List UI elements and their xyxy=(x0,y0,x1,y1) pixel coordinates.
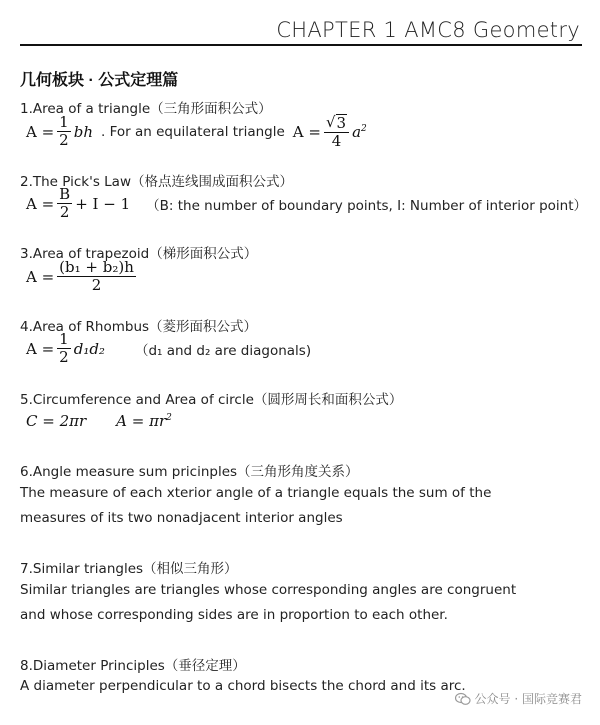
formula-note: . For an equilateral triangle xyxy=(100,123,285,140)
circle-area-formula xyxy=(116,412,172,430)
item-8-title: 8.Diameter Principles（垂径定理） xyxy=(20,658,246,674)
watermark xyxy=(455,690,582,707)
formula-note: （d₁ and d₂ are diagonals) xyxy=(134,342,312,359)
section-title: 几何板块 · 公式定理篇 xyxy=(20,72,179,89)
formula-tail: d₁d₂ xyxy=(73,339,105,358)
fraction-denominator: 2 xyxy=(59,348,69,367)
header-divider xyxy=(20,44,582,46)
item-6-title: 6.Angle measure sum pricinples（三角形角度关系） xyxy=(20,464,359,480)
fraction-denominator: 2 xyxy=(59,203,70,222)
formula-tail: + I − 1 xyxy=(75,194,131,213)
item-1-title: 1.Area of a triangle（三角形面积公式） xyxy=(20,101,272,117)
fraction-numerator: (b₁ + b₂)h xyxy=(59,258,134,276)
fraction-numerator: 1 xyxy=(59,113,69,132)
item-6-text: The measure of each xterior angle of a triangle equals the sum of the measures of its two nonadjacent interior angles xyxy=(20,485,492,526)
fraction-numerator: B xyxy=(59,185,71,203)
chapter-header: CHAPTER 1 AMC8 Geometry xyxy=(276,18,580,42)
item-5-formula xyxy=(26,412,172,430)
item-3-formula xyxy=(26,259,139,295)
watermark-text: 公众号 · 国际竞赛君 xyxy=(474,692,582,706)
item-5-title: 5.Circumference and Area of circle（圆形周长和面积公式） xyxy=(20,392,403,408)
fraction xyxy=(57,186,72,222)
item-2-formula xyxy=(26,186,587,222)
formula-note: （B: the number of boundary points, I: Number of interior point） xyxy=(146,197,587,214)
wechat-icon xyxy=(455,692,471,706)
formula-tail-2-exponent: 2 xyxy=(361,123,367,134)
item-4-title: 4.Area of Rhombus（菱形面积公式） xyxy=(20,319,258,335)
formula-lhs: A = xyxy=(26,267,55,286)
fraction-denominator: 2 xyxy=(91,276,102,295)
formula-tail-2-base: a xyxy=(352,122,362,141)
fraction-denominator: 2 xyxy=(59,131,69,150)
formula-lhs: A = xyxy=(26,122,55,141)
fraction xyxy=(57,114,71,150)
formula-tail: bh xyxy=(73,122,93,141)
circumference-formula: C = 2πr xyxy=(26,412,87,430)
fraction-2-denominator: 4 xyxy=(331,131,342,150)
item-7-text: Similar triangles are triangles whose corresponding angles are congruent and whose corresponding sides are in proportion to each other. xyxy=(20,582,517,623)
fraction-2 xyxy=(324,114,349,150)
item-4-formula xyxy=(26,331,311,367)
formula-tail-2 xyxy=(352,123,367,141)
item-2-title: 2.The Pick's Law（格点连线围成面积公式） xyxy=(20,174,293,190)
item-3-title: 3.Area of trapezoid（梯形面积公式） xyxy=(20,246,258,262)
item-1-formula xyxy=(26,114,367,150)
sqrt-radicand: 3 xyxy=(336,114,347,132)
fraction-2-numerator xyxy=(324,114,349,133)
circle-area-base: A = πr xyxy=(116,412,167,430)
item-8-text: A diameter perpendicular to a chord bisects the chord and its arc. xyxy=(20,678,466,694)
fraction-numerator: 1 xyxy=(59,330,69,348)
circle-area-exponent: 2 xyxy=(166,413,172,423)
formula-lhs: A = xyxy=(26,194,55,213)
sqrt-symbol: √ 3 xyxy=(325,113,347,132)
formula-lhs-2: A = xyxy=(292,122,321,141)
formula-lhs: A = xyxy=(26,339,55,358)
fraction xyxy=(57,259,136,295)
fraction xyxy=(57,331,71,367)
item-7-title: 7.Similar triangles（相似三角形） xyxy=(20,561,238,577)
